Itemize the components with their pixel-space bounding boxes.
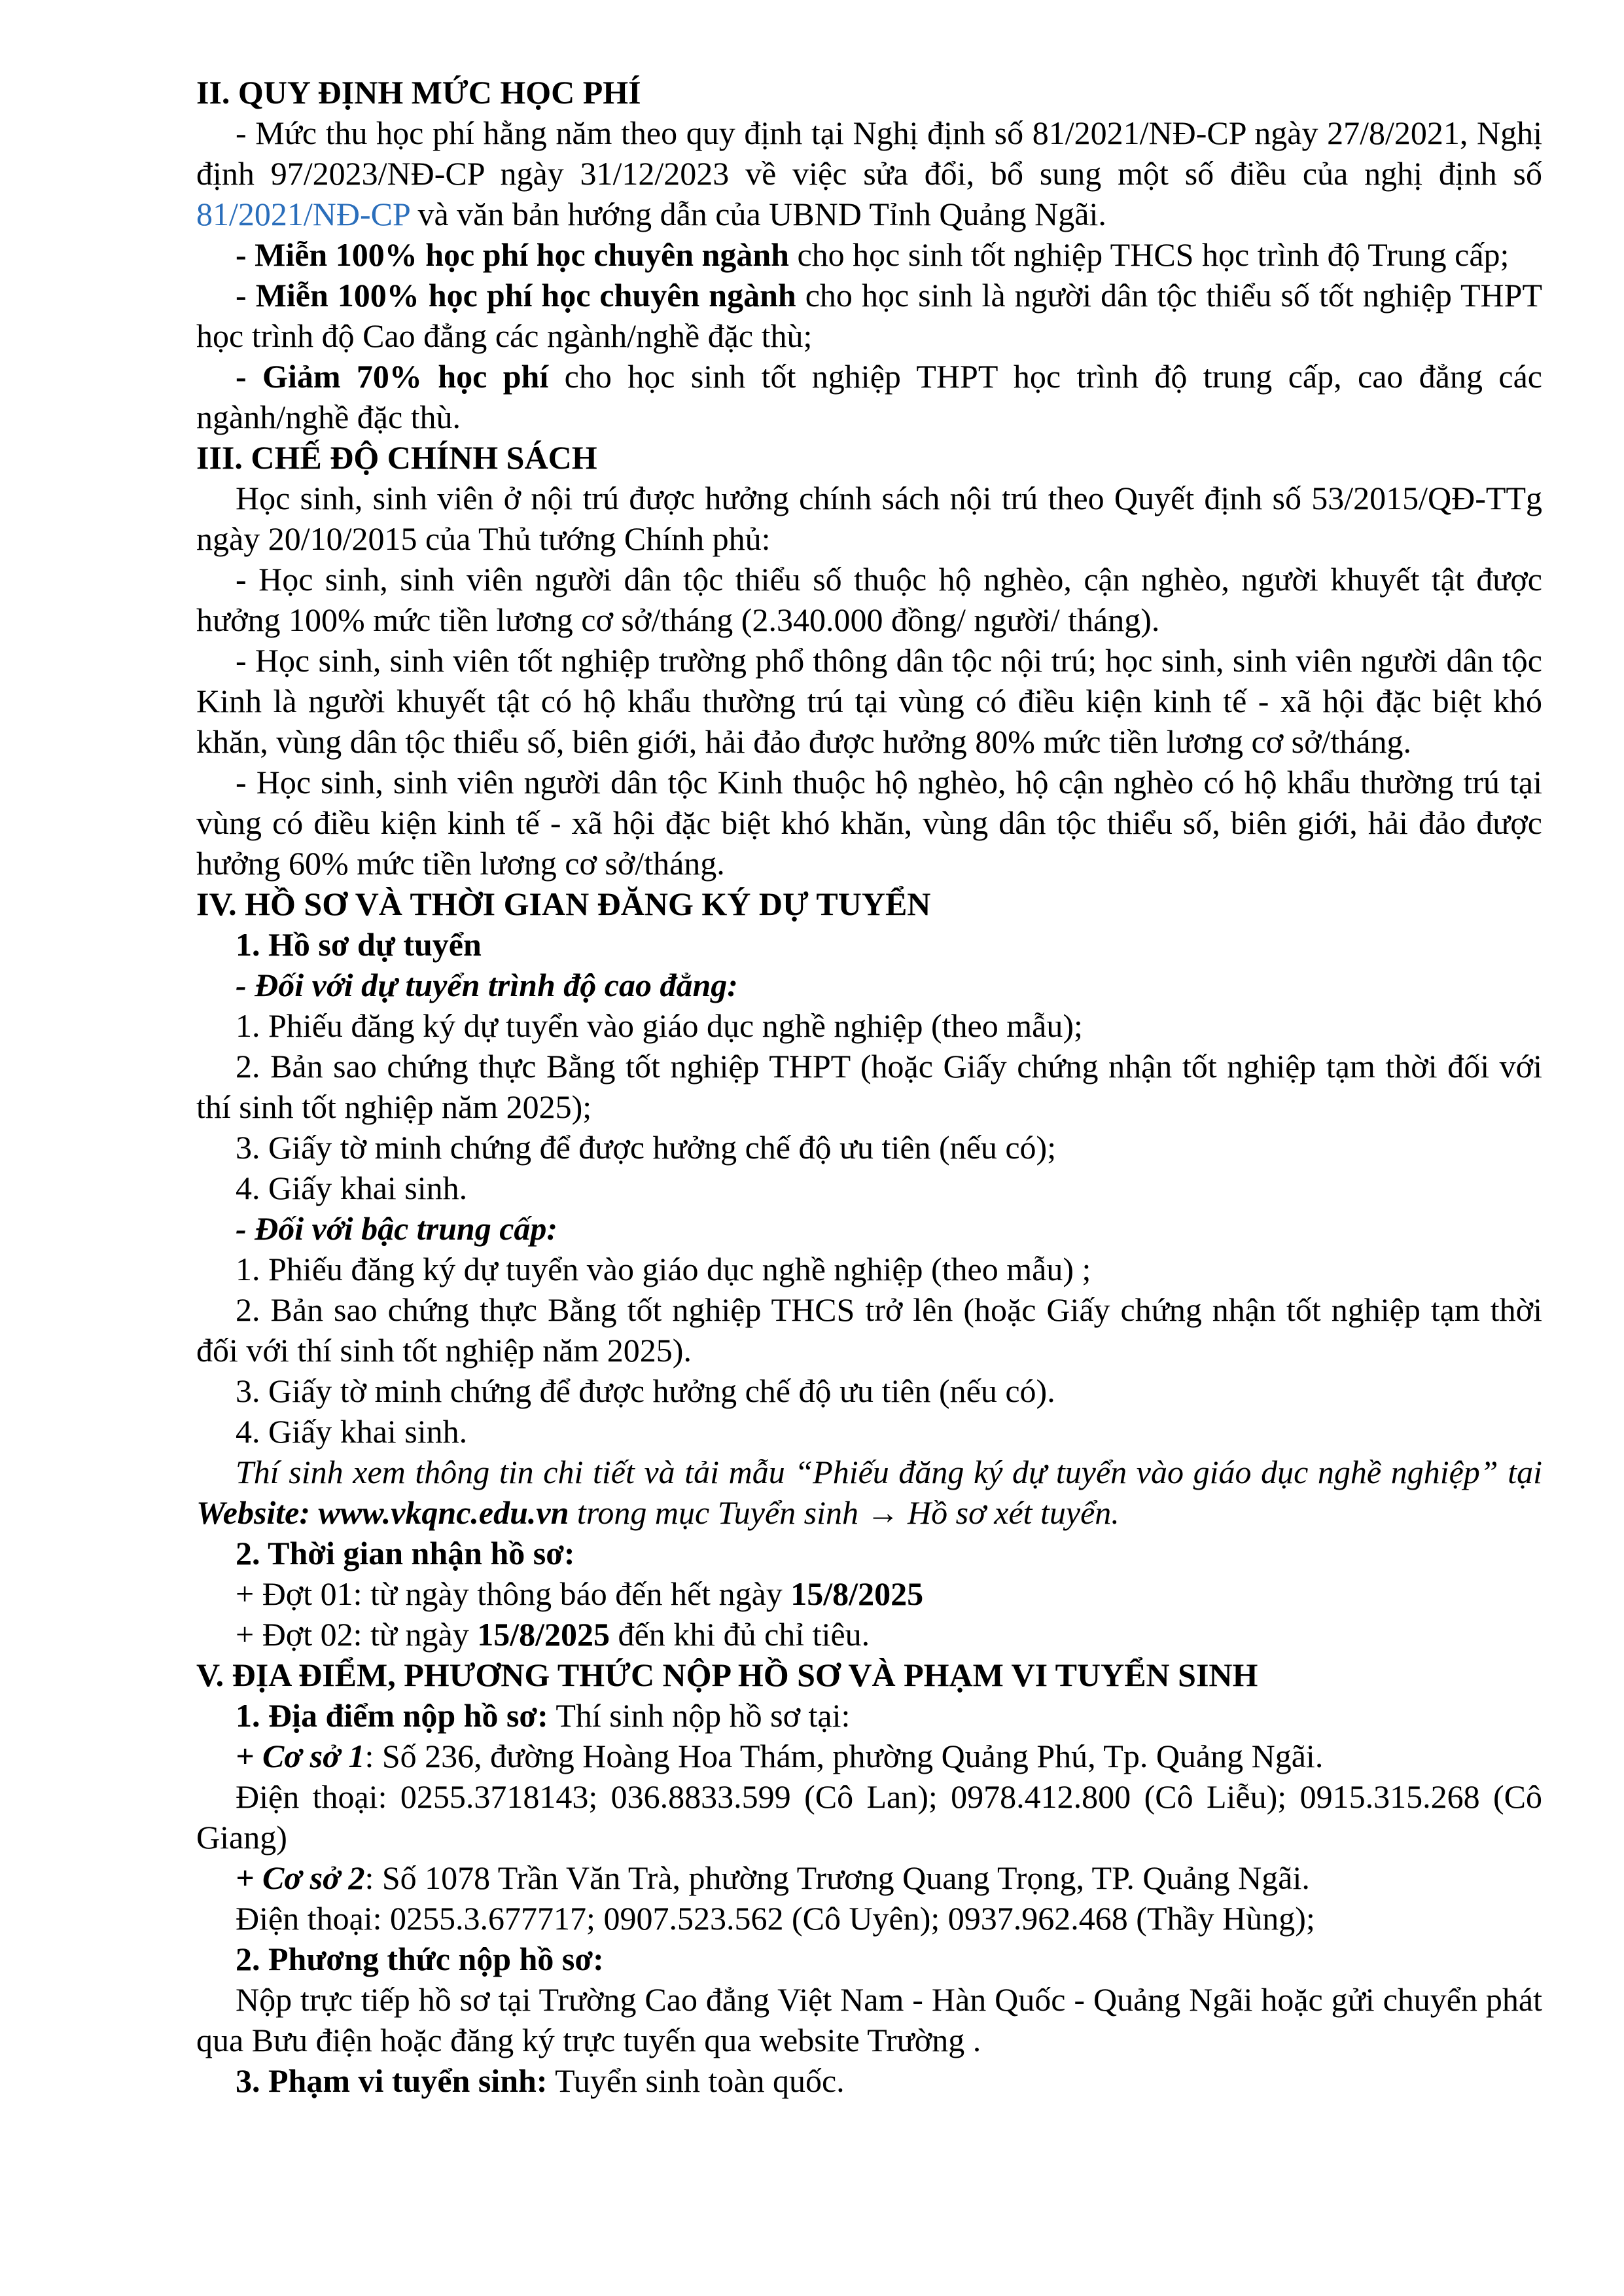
fee-reduction-text: cho học sinh tốt nghiệp THPT học trình độ trung cấp, cao đẳng các ngành/nghề đặc thù. <box>196 358 1542 435</box>
section-5-title: V. ĐỊA ĐIỂM, PHƯƠNG THỨC NỘP HỒ SƠ VÀ PHẠM VI TUYỂN SINH <box>196 1657 1258 1693</box>
fee-reduction-bold: - Giảm 70% học phí <box>236 358 549 395</box>
fee-reduction <box>196 356 1542 437</box>
intermediate-doc-1: 1. Phiếu đăng ký dự tuyển vào giáo dục nghề nghiệp (theo mẫu) ; <box>236 1251 1091 1287</box>
admission-scope-heading: 3. Phạm vi tuyển sinh: <box>236 2062 548 2099</box>
round-1-date: 15/8/2025 <box>790 1575 924 1612</box>
fee-text-a: - Mức thu học phí hằng năm theo quy định tại Nghị định số 81/2021/NĐ-CP ngày 27/8/2021, Nghị định 97/2023/NĐ-CP ngày 31/12/2023 về việc sửa đổi, bổ sung một số điều của nghị định số <box>196 115 1542 192</box>
policy-item-3: - Học sinh, sinh viên người dân tộc Kinh thuộc hộ nghèo, hộ cận nghèo có hộ khẩu thường trú tại vùng có điều kiện kinh tế - xã hội đặc biệt khó khăn, vùng dân tộc thiểu số, biên giới, hải đảo được hưởng 60% mức tiền lương cơ sở/tháng. <box>196 764 1542 882</box>
section-3-title: III. CHẾ ĐỘ CHÍNH SÁCH <box>196 439 597 476</box>
college-doc-1: 1. Phiếu đăng ký dự tuyển vào giáo dục nghề nghiệp (theo mẫu); <box>236 1007 1083 1044</box>
submission-location-text: Thí sinh nộp hồ sơ tại: <box>548 1697 851 1734</box>
submission-method: Nộp trực tiếp hồ sơ tại Trường Cao đẳng Việt Nam - Hàn Quốc - Quảng Ngãi hoặc gửi chuyển phát qua Bưu điện hoặc đăng ký trực tuyến qua website Trường . <box>196 1981 1542 2058</box>
fee-exemption-intermediate <box>196 234 1542 275</box>
campus-1-phone: Điện thoại: 0255.3718143; 036.8833.599 (Cô Lan); 0978.412.800 (Cô Liễu); 0915.315.268 (Cô Giang) <box>196 1778 1542 1856</box>
round-2-text-a: + Đợt 02: từ ngày <box>236 1616 478 1653</box>
round-1-text: + Đợt 01: từ ngày thông báo đến hết ngày <box>236 1575 791 1612</box>
admission-scope-text: Tuyển sinh toàn quốc. <box>547 2062 845 2099</box>
round-1 <box>196 1573 1542 1614</box>
receiving-time-heading: 2. Thời gian nhận hồ sơ: <box>236 1535 575 1571</box>
fee-exemption-ethnic <box>196 275 1542 356</box>
campus-2 <box>196 1857 1542 1898</box>
section-4-title: IV. HỒ SƠ VÀ THỜI GIAN ĐĂNG KÝ DỰ TUYỂN <box>196 886 931 922</box>
download-note <box>196 1452 1542 1533</box>
fee-regulation-paragraph <box>196 113 1542 234</box>
website-link[interactable]: Website: www.vkqnc.edu.vn <box>196 1494 569 1531</box>
college-doc-4: 4. Giấy khai sinh. <box>236 1170 468 1206</box>
round-2 <box>196 1614 1542 1655</box>
round-2-text-b: đến khi đủ chỉ tiêu. <box>610 1616 870 1653</box>
fee-exemption-intermediate-bold: - Miễn 100% học phí học chuyên ngành <box>236 236 789 273</box>
campus-1-address: : Số 236, đường Hoàng Hoa Thám, phường Quảng Phú, Tp. Quảng Ngãi. <box>364 1738 1324 1774</box>
policy-item-2: - Học sinh, sinh viên tốt nghiệp trường phổ thông dân tộc nội trú; học sinh, sinh viên người dân tộc Kinh là người khuyết tật có hộ khẩu thường trú tại vùng có điều kiện kinh tế - xã hội đặc biệt khó khăn, vùng dân tộc thiểu số, biên giới, hải đảo được hưởng 80% mức tiền lương cơ sở/tháng. <box>196 642 1542 760</box>
submission-location-heading: 1. Địa điểm nộp hồ sơ: <box>236 1697 548 1734</box>
campus-1-label: + Cơ sở 1 <box>236 1738 365 1774</box>
round-2-date: 15/8/2025 <box>477 1616 610 1653</box>
campus-2-label: + Cơ sở 2 <box>236 1859 365 1896</box>
submission-method-heading: 2. Phương thức nộp hồ sơ: <box>236 1941 604 1977</box>
college-doc-3: 3. Giấy tờ minh chứng để được hưởng chế độ ưu tiên (nếu có); <box>236 1129 1057 1166</box>
submission-location <box>196 1695 1542 1736</box>
policy-intro: Học sinh, sinh viên ở nội trú được hưởng chính sách nội trú theo Quyết định số 53/2015/QĐ-TTg ngày 20/10/2015 của Thủ tướng Chính phủ: <box>196 480 1542 557</box>
campus-2-phone: Điện thoại: 0255.3.677717; 0907.523.562 (Cô Uyên); 0937.962.468 (Thầy Hùng); <box>236 1900 1315 1937</box>
campus-2-address: : Số 1078 Trần Văn Trà, phường Trương Quang Trọng, TP. Quảng Ngãi. <box>364 1859 1310 1896</box>
admission-scope <box>196 2060 1542 2101</box>
fee-exemption-ethnic-text: cho học sinh là người dân tộc thiểu số tốt nghiệp THPT học trình độ Cao đẳng các ngành/nghề đặc thù; <box>196 277 1542 354</box>
decree-link[interactable]: 81/2021/NĐ-CP <box>196 196 410 232</box>
college-level-heading: - Đối với dự tuyển trình độ cao đẳng: <box>236 967 738 1003</box>
policy-item-1: - Học sinh, sinh viên người dân tộc thiểu số thuộc hộ nghèo, cận nghèo, người khuyết tật được hưởng 100% mức tiền lương cơ sở/tháng (2.340.000 đồng/ người/ tháng). <box>196 561 1542 638</box>
intermediate-doc-2: 2. Bản sao chứng thực Bằng tốt nghiệp THCS trở lên (hoặc Giấy chứng nhận tốt nghiệp tạm thời đối với thí sinh tốt nghiệp năm 2025). <box>196 1291 1542 1369</box>
fee-text-b: và văn bản hướng dẫn của UBND Tỉnh Quảng Ngãi. <box>409 196 1106 232</box>
download-note-a: Thí sinh xem thông tin chi tiết và tải mẫu “Phiếu đăng ký dự tuyển vào giáo dục nghề nghiệp” tại <box>236 1454 1542 1490</box>
campus-1 <box>196 1736 1542 1776</box>
fee-exemption-ethnic-bold: Miễn 100% học phí học chuyên ngành <box>255 277 796 314</box>
intermediate-level-heading: - Đối với bậc trung cấp: <box>236 1210 558 1247</box>
intermediate-doc-3: 3. Giấy tờ minh chứng để được hưởng chế độ ưu tiên (nếu có). <box>236 1372 1055 1409</box>
intermediate-doc-4: 4. Giấy khai sinh. <box>236 1413 468 1450</box>
fee-exemption-ethnic-dash: - <box>236 277 256 314</box>
fee-exemption-intermediate-text: cho học sinh tốt nghiệp THCS học trình độ Trung cấp; <box>788 236 1509 273</box>
college-doc-2: 2. Bản sao chứng thực Bằng tốt nghiệp THPT (hoặc Giấy chứng nhận tốt nghiệp tạm thời đối với thí sinh tốt nghiệp năm 2025); <box>196 1048 1542 1125</box>
application-dossier-heading: 1. Hồ sơ dự tuyển <box>236 926 482 963</box>
section-2-title: II. QUY ĐỊNH MỨC HỌC PHÍ <box>196 74 641 111</box>
download-note-b: trong mục Tuyển sinh → Hồ sơ xét tuyển. <box>569 1494 1120 1531</box>
